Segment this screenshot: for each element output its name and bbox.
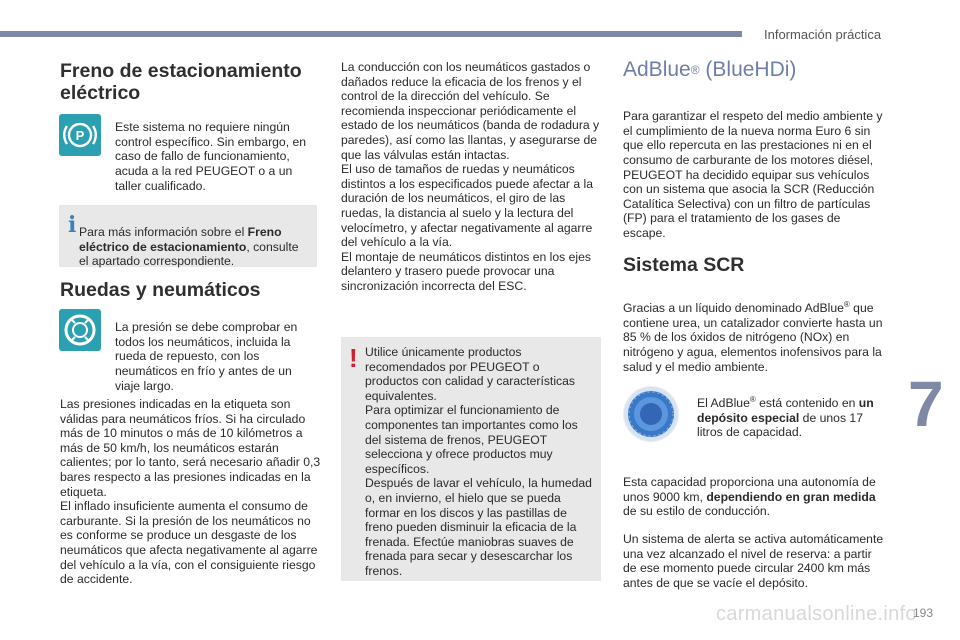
warning-icon: ! <box>349 343 358 373</box>
adblue-intro-text: Para garantizar el respeto del medio ambiente y el cumplimiento de la nueva norma Euro 6 sin que ello repercuta en las prestaciones ni en el consumo de carburante de los motores diésel, PEUGEOT ha decidido equipar sus vehículos con un sistema que asocia la SCR (Reducción Catalítica Selectiva) con un filtro de partículas (FP) para el tratamiento de los gases de escape. <box>623 109 883 240</box>
info-box <box>59 205 317 267</box>
parking-brake-icon <box>59 114 101 156</box>
alert-text: Un sistema de alerta se activa automáticamente una vez alcanzado el nivel de reserva: a partir de ese momento puede circular 2400 km más antes de que se vacíe el depósito. <box>623 532 884 590</box>
warning-text: Utilice únicamente productos recomendados por PEUGEOT o productos con calidad y características equivalentes. Para optimizar el funcionamiento de componentes tan importantes como los del sistema de frenos, PEUGEOT selecciona y ofrece productos muy específicos. Después de lavar el vehículo, la humedad o, en invierno, el hielo que se pueda formar en los discos y las pastillas de freno pueden disminuir la eficacia de la frenada. Efectúe maniobras suaves de frenada para secar y desescarchar los frenos. <box>365 345 592 578</box>
tyre-maintenance-text: La conducción con los neumáticos gastados o dañados reduce la eficacia de los frenos y el control de la dirección del vehículo. Se recomienda inspeccionar periódicamente el estado de los neumáticos (banda de rodadura y paredes), así como las llantas, y asegurarse de que las válvulas están intactas. El uso de tamaños de ruedas y neumáticos distintos a los especificados puede afectar a la duración de los neumáticos, el giro de las ruedas, la distancia al suelo y la lectura del velocímetro, y afectar negativamente al agarre del vehículo a la vía. El montaje de neumáticos distintos en los ejes delantero y trasero puede provocar una sincronización incorrecta del ESC. <box>341 60 600 293</box>
info-icon: i <box>68 212 77 238</box>
svg-text:P: P <box>75 128 85 143</box>
autonomy-text: Esta capacidad proporciona una autonomía de unos 9000 km, dependiendo en gran medida de su estilo de conducción. <box>623 475 876 519</box>
tyres-text: La presión se debe comprobar en todos los neumáticos, incluida la rueda de repuesto, con los neumáticos en frío y antes de un viaje largo. <box>115 320 298 393</box>
tank-text: El AdBlue® está contenido en un depósito especial de unos 17 litros de capacidad. <box>697 395 874 440</box>
tyre-icon <box>59 309 101 351</box>
watermark: carmanualsonline.info <box>716 603 917 625</box>
header-bar <box>0 31 742 37</box>
adblue-tank-icon <box>623 386 679 442</box>
parking-brake-title: Freno de estacionamiento eléctrico <box>60 60 302 104</box>
info-text: Para más información sobre el Freno eléctrico de estacionamiento, consulte el apartado correspondiente. <box>79 225 299 269</box>
pressures-text: Las presiones indicadas en la etiqueta son válidas para neumáticos fríos. Si ha circulado más de 10 minutos o más de 10 kilómetros a más de 50 km/h, los neumáticos estarán calientes; por lo tanto, será necesario añadir 0,3 bares respecto a las presiones indicadas en la etiqueta. El inflado insuficiente aumenta el consumo de carburante. Si la presión de los neumáticos no es conforme se produce un desgaste de los neumáticos que afecta negativamente al agarre del vehículo a la vía, con el consiguiente riesgo de accidente. <box>60 397 321 587</box>
warning-box <box>341 337 601 581</box>
page-number: 193 <box>913 606 934 620</box>
tyres-title: Ruedas y neumáticos <box>60 279 261 301</box>
chapter-number: 7 <box>908 368 944 440</box>
adblue-title: AdBlue® (BlueHDi) <box>623 58 797 81</box>
parking-brake-text: Este sistema no requiere ningún control específico. Sin embargo, en caso de fallo de funcionamiento, acuda a la red PEUGEOT o a un taller cualificado. <box>115 120 307 193</box>
scr-text: Gracias a un líquido denominado AdBlue® que contiene urea, un catalizador convierte hasta un 85 % de los óxidos de nitrógeno (NOx) en nitrógeno y agua, elementos inofensivos para la salud y el medio ambiente. <box>623 300 883 374</box>
section-title: Información práctica <box>764 27 882 42</box>
scr-title: Sistema SCR <box>623 254 745 276</box>
